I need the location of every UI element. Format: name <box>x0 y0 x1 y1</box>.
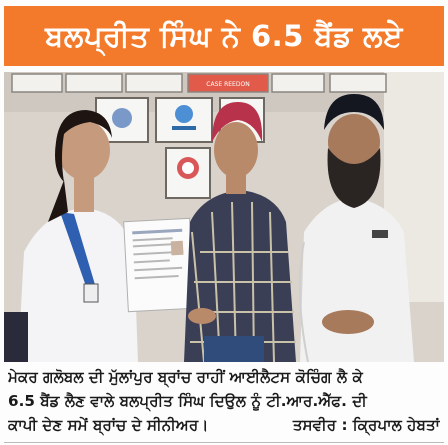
logo-badge-inner <box>182 162 194 174</box>
caption-line-2: 6.5 ਬੈਂਡ ਲੈਣ ਵਾਲੇ ਬਲਪ੍ਰੀਤ ਸਿੰਘ ਦਿਉਲ ਨੂੰ ਟੀ.ਆਰ.ਐੱਫ. ਦੀ <box>8 392 367 410</box>
poster-frame <box>12 74 62 92</box>
photo-caption <box>4 364 444 440</box>
poster-frame <box>126 74 182 92</box>
sofa <box>4 312 28 362</box>
caption-line-1: ਮੇਕਰ ਗਲੋਬਲ ਦੀ ਮੁੱਲਾਂਪੁਰ ਬ੍ਰਾਂਚ ਰਾਹੀਂ ਆਈਲੈਟਸ ਕੋਚਿੰਗ ਲੈ ਕੇ <box>8 368 363 386</box>
photo-credit: ਤਸਵੀਰ : ਕ੍ਰਿਪਾਲ ਹੇਬਤਾਂ <box>292 416 440 434</box>
poster-frame <box>272 74 324 92</box>
logo-badge <box>112 108 132 128</box>
photo-illustration <box>4 72 444 362</box>
logo-globe <box>175 105 193 123</box>
news-photo <box>4 72 444 362</box>
poster-frame <box>66 74 122 92</box>
headline: ਬਲਪ੍ਰੀਤ ਸਿੰਘ ਨੇ 6.5 ਬੈਂਡ ਲਏ <box>45 18 403 53</box>
case-sign-text: CASE REEDON <box>206 81 250 88</box>
certificate-document <box>124 218 195 311</box>
bottom-rule <box>4 442 444 443</box>
logo-caption <box>172 126 196 130</box>
caption-line-3 <box>8 413 440 437</box>
headline-banner <box>4 6 444 66</box>
poster-frame <box>330 74 386 92</box>
caption-line-3-text: ਕਾਪੀ ਦੇਣ ਸਮੇਂ ਬ੍ਰਾਂਚ ਦੇ ਸੀਨੀਅਰ। <box>8 416 209 434</box>
